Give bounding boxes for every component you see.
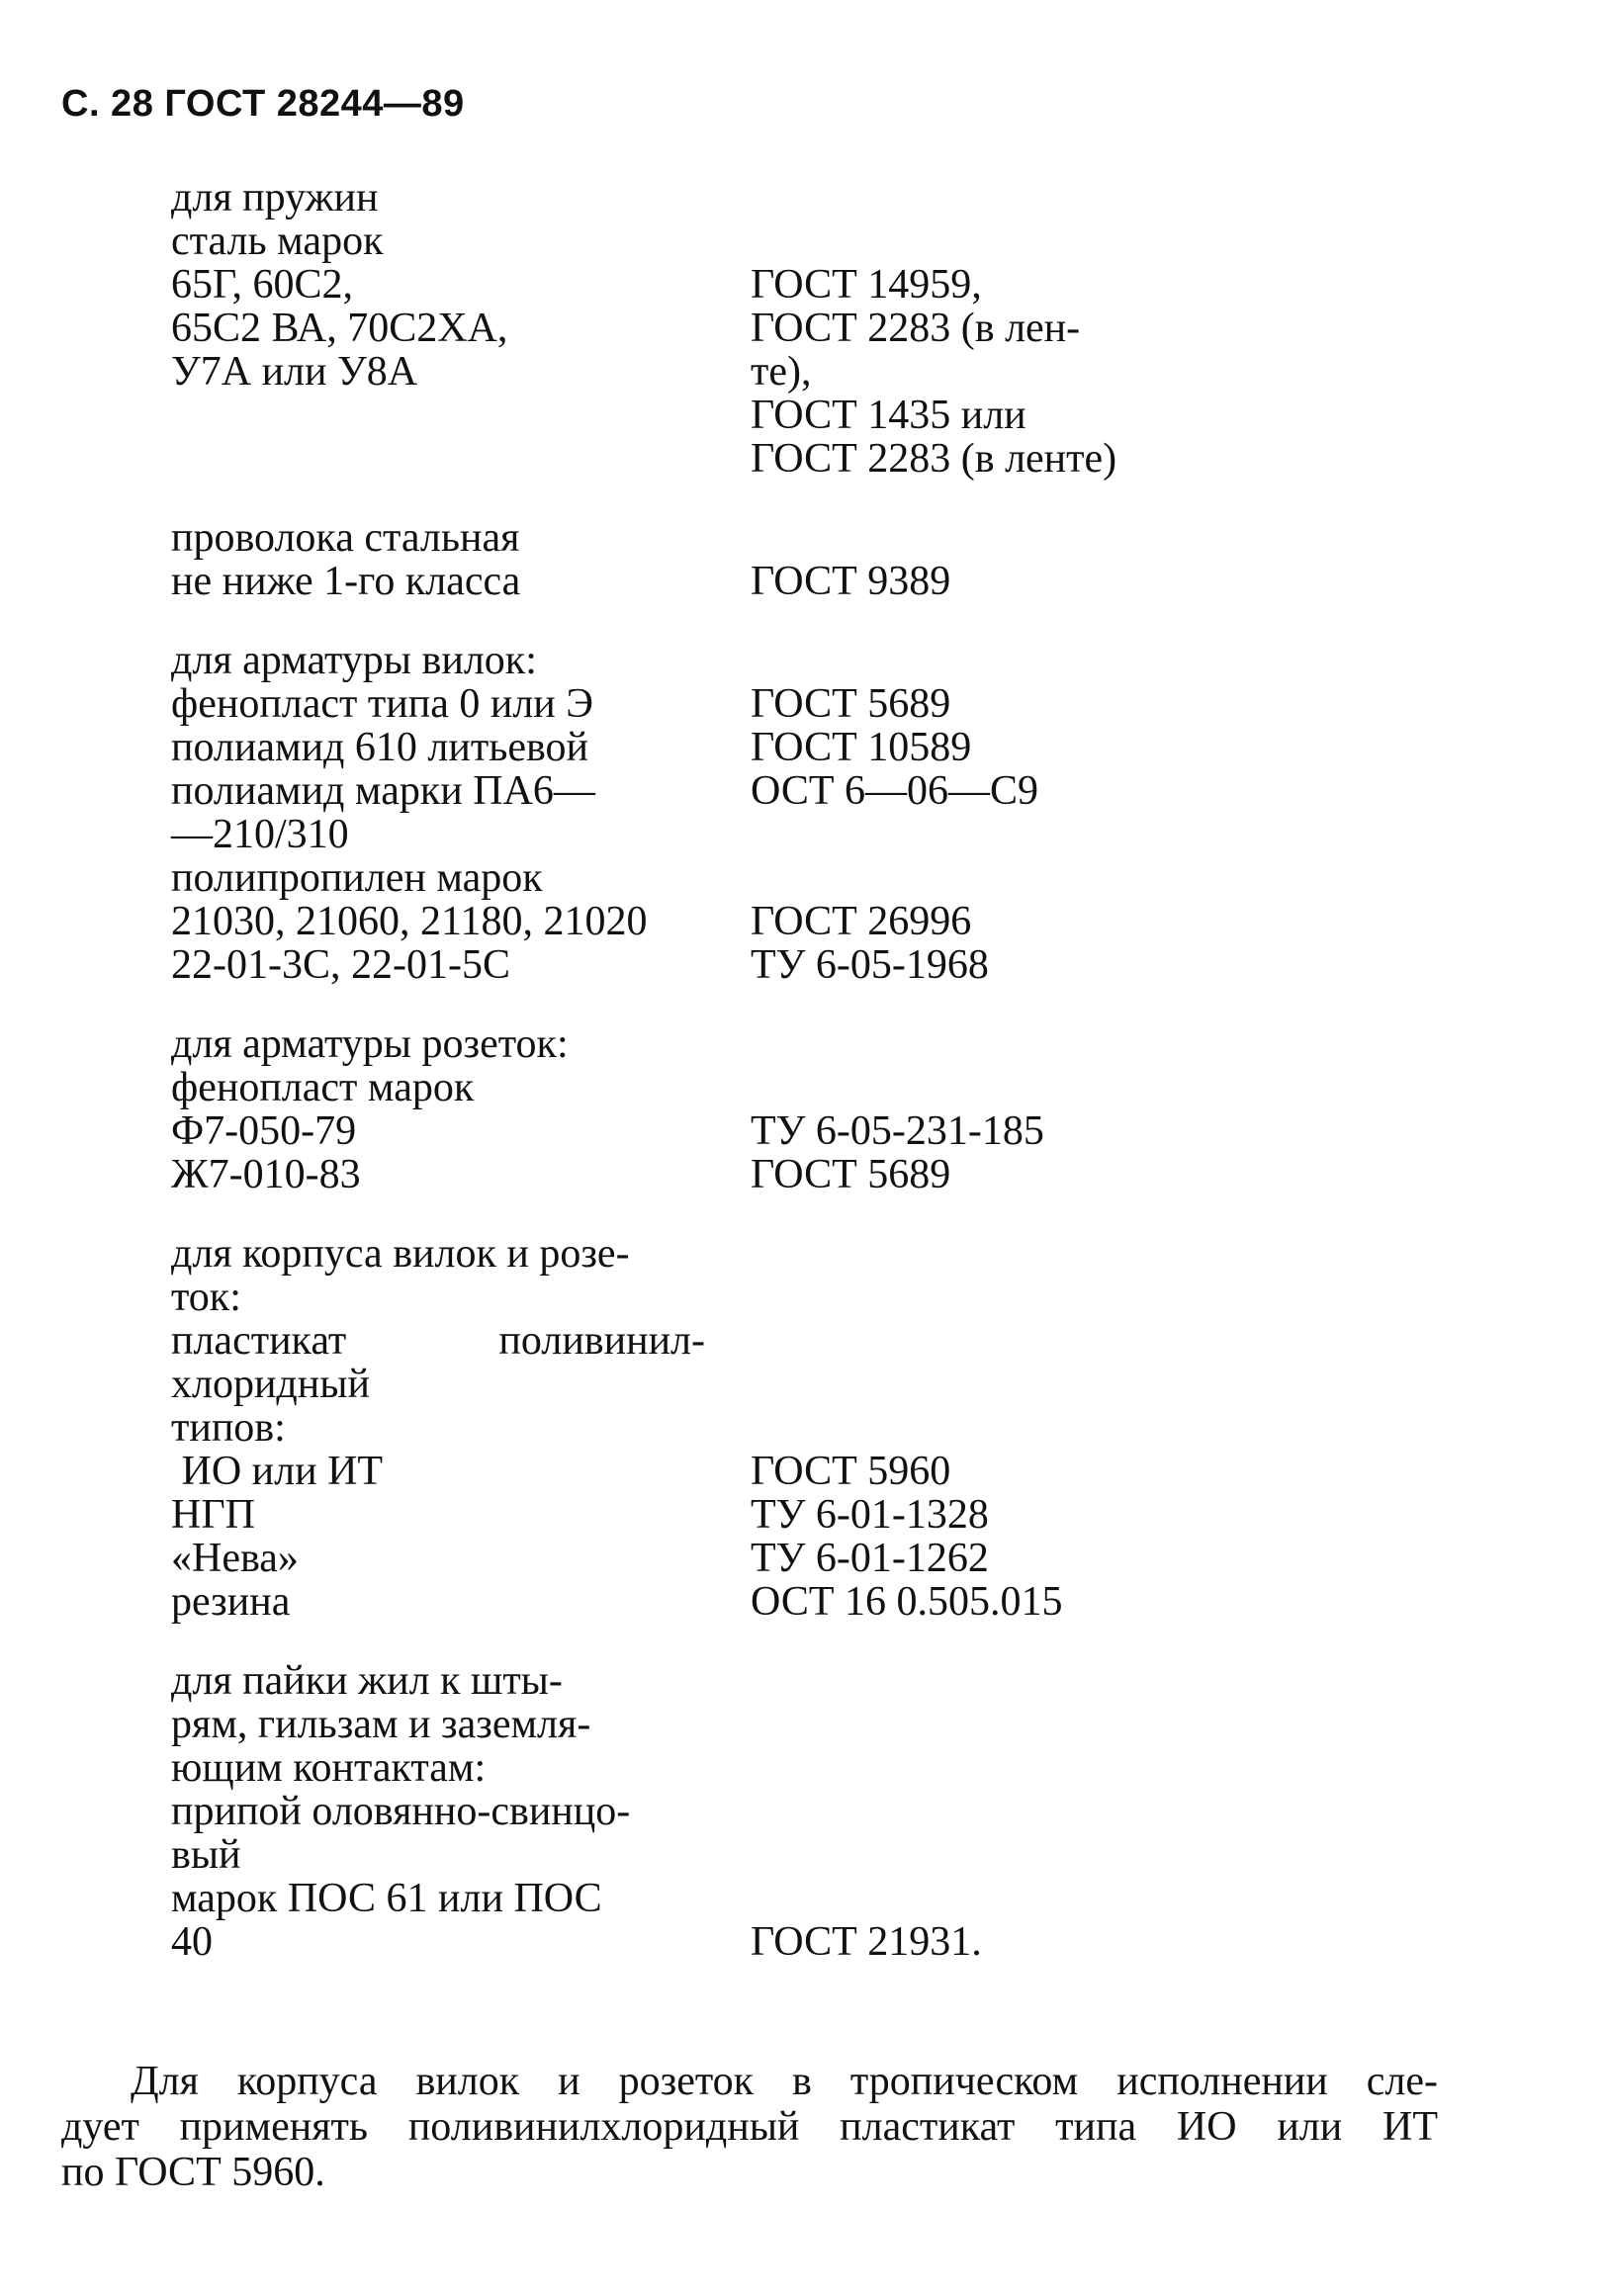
note-line: по ГОСТ 5960. bbox=[61, 2150, 325, 2195]
material-cell: не ниже 1-го класса bbox=[171, 559, 521, 604]
standard-cell: те), bbox=[751, 349, 812, 395]
material-cell: ющим контактам: bbox=[171, 1745, 487, 1791]
material-cell: Ж7-010-83 bbox=[171, 1152, 361, 1197]
table-row bbox=[171, 220, 1338, 263]
table-row bbox=[171, 1319, 1338, 1363]
material-cell: «Нева» bbox=[171, 1536, 299, 1581]
materials-table bbox=[171, 176, 1338, 1964]
material-cell: 65С2 ВА, 70С2ХА, bbox=[171, 306, 508, 351]
table-row bbox=[171, 1703, 1338, 1746]
table-row bbox=[171, 1406, 1338, 1450]
standard-cell bbox=[751, 1022, 1338, 1066]
standard-cell: ГОСТ 2283 (в лен- bbox=[751, 306, 1081, 351]
standard-cell: ГОСТ 5689 bbox=[751, 681, 951, 727]
standard-cell: ТУ 6-05-1968 bbox=[751, 942, 989, 988]
table-row bbox=[171, 726, 1338, 769]
material-cell: для арматуры вилок: bbox=[171, 638, 537, 683]
table-row bbox=[171, 1877, 1338, 1920]
material-cell: 65Г, 60С2, bbox=[171, 262, 354, 308]
standard-cell bbox=[751, 1232, 1338, 1276]
material-cell: для корпуса вилок и розе- bbox=[171, 1231, 630, 1277]
material-cell: 22-01-3С, 22-01-5С bbox=[171, 942, 510, 988]
table-row bbox=[171, 1232, 1338, 1276]
material-cell: У7А или У8А bbox=[171, 349, 418, 395]
material-cell: НГП bbox=[171, 1492, 255, 1538]
standard-cell: ГОСТ 10589 bbox=[751, 725, 972, 770]
table-row bbox=[171, 813, 1338, 856]
standard-cell: ОСТ 16 0.505.015 bbox=[751, 1579, 1063, 1625]
table-row bbox=[171, 856, 1338, 900]
group-spacer bbox=[171, 1624, 1338, 1659]
table-row bbox=[171, 1537, 1338, 1580]
table-row bbox=[171, 1066, 1338, 1109]
table-row bbox=[171, 1920, 1338, 1964]
standard-cell bbox=[751, 1406, 1338, 1450]
page-header: С. 28 ГОСТ 28244—89 bbox=[61, 83, 465, 125]
material-cell: полипропилен марок bbox=[171, 855, 543, 901]
standard-cell: ГОСТ 5689 bbox=[751, 1152, 951, 1197]
standard-cell bbox=[751, 1363, 1338, 1406]
material-cell: рям, гильзам и заземля- bbox=[171, 1702, 591, 1747]
standard-cell bbox=[751, 1319, 1338, 1363]
material-cell: вый bbox=[171, 1832, 241, 1878]
material-cell bbox=[171, 1319, 751, 1363]
material-cell: 40 bbox=[171, 1919, 213, 1965]
material-cell bbox=[171, 437, 751, 481]
standard-cell: ГОСТ 9389 bbox=[751, 559, 951, 604]
standard-cell: ГОСТ 14959, bbox=[751, 262, 982, 308]
table-row bbox=[171, 394, 1338, 437]
standard-cell: ГОСТ 2283 (в ленте) bbox=[751, 436, 1117, 482]
table-row bbox=[171, 682, 1338, 726]
standard-cell: ГОСТ 21931. bbox=[751, 1919, 982, 1965]
table-row bbox=[171, 900, 1338, 943]
material-cell: проволока стальная bbox=[171, 515, 520, 561]
standard-cell: ТУ 6-01-1262 bbox=[751, 1536, 989, 1581]
table-row bbox=[171, 560, 1338, 603]
table-row bbox=[171, 1580, 1338, 1624]
material-cell: —210/310 bbox=[171, 812, 349, 857]
material-cell: фенопласт марок bbox=[171, 1065, 475, 1110]
material-cell: для пружин bbox=[171, 175, 379, 221]
table-row bbox=[171, 437, 1338, 481]
table-row bbox=[171, 1833, 1338, 1877]
material-cell: для арматуры розеток: bbox=[171, 1021, 569, 1067]
material-cell: хлоридный bbox=[171, 1362, 370, 1407]
standard-cell: ОСТ 6—06—С9 bbox=[751, 768, 1039, 814]
standard-cell bbox=[751, 813, 1338, 856]
table-row bbox=[171, 1276, 1338, 1319]
standard-cell bbox=[751, 1703, 1338, 1746]
material-cell: Ф7-050-79 bbox=[171, 1108, 357, 1154]
table-row bbox=[171, 1659, 1338, 1703]
standard-cell bbox=[751, 1790, 1338, 1833]
table-row bbox=[171, 350, 1338, 394]
material-cell: резина bbox=[171, 1579, 291, 1625]
material-cell: полиамид марки ПА6— bbox=[171, 768, 595, 814]
table-row bbox=[171, 1363, 1338, 1406]
material-cell: 21030, 21060, 21180, 21020 bbox=[171, 899, 648, 944]
standard-cell bbox=[751, 639, 1338, 682]
note-line: дует применять поливинилхлоридный пластикат типа ИО или ИТ bbox=[61, 2104, 1438, 2150]
material-cell bbox=[171, 394, 751, 437]
standard-cell bbox=[751, 1276, 1338, 1319]
material-cell: припой оловянно-свинцо- bbox=[171, 1789, 631, 1834]
table-row bbox=[171, 176, 1338, 220]
material-cell: для пайки жил к шты- bbox=[171, 1658, 563, 1704]
material-cell: марок ПОС 61 или ПОС bbox=[171, 1876, 602, 1921]
group-spacer bbox=[171, 481, 1338, 516]
material-cell: полиамид 610 литьевой bbox=[171, 725, 589, 770]
standard-cell: ГОСТ 1435 или bbox=[751, 393, 1026, 438]
table-row bbox=[171, 1153, 1338, 1196]
material-cell: сталь марок bbox=[171, 219, 384, 264]
material-cell: типов: bbox=[171, 1405, 286, 1451]
standard-cell bbox=[751, 220, 1338, 263]
table-row bbox=[171, 263, 1338, 307]
table-row bbox=[171, 1109, 1338, 1153]
table-row bbox=[171, 1790, 1338, 1833]
standard-cell bbox=[751, 1833, 1338, 1877]
standard-cell: ГОСТ 26996 bbox=[751, 899, 972, 944]
table-row bbox=[171, 1746, 1338, 1790]
table-row bbox=[171, 639, 1338, 682]
table-row bbox=[171, 943, 1338, 987]
standard-cell: ГОСТ 5960 bbox=[751, 1449, 951, 1494]
standard-cell bbox=[751, 1877, 1338, 1920]
material-cell: фенопласт типа 0 или Э bbox=[171, 681, 593, 727]
group-spacer bbox=[171, 1196, 1338, 1232]
table-row bbox=[171, 769, 1338, 813]
standard-cell bbox=[751, 1746, 1338, 1790]
group-spacer bbox=[171, 987, 1338, 1022]
standard-cell bbox=[751, 176, 1338, 220]
standard-cell bbox=[751, 1066, 1338, 1109]
material-cell: ИО или ИТ bbox=[171, 1449, 384, 1494]
note-line: Для корпуса вилок и розеток в тропическом исполнении сле- bbox=[131, 2059, 1438, 2104]
standard-cell: ТУ 6-01-1328 bbox=[751, 1492, 989, 1538]
standard-cell bbox=[751, 516, 1338, 560]
standard-cell bbox=[751, 1659, 1338, 1703]
table-row bbox=[171, 1493, 1338, 1537]
group-spacer bbox=[171, 603, 1338, 639]
justified-text: пластикат поливинил- bbox=[171, 1318, 705, 1364]
standard-cell: ТУ 6-05-231-185 bbox=[751, 1108, 1044, 1154]
table-row bbox=[171, 516, 1338, 560]
standard-cell bbox=[751, 856, 1338, 900]
material-cell: ток: bbox=[171, 1275, 241, 1320]
tropical-note-paragraph bbox=[61, 2059, 1438, 2195]
table-row bbox=[171, 1022, 1338, 1066]
table-row bbox=[171, 1450, 1338, 1493]
table-row bbox=[171, 307, 1338, 350]
